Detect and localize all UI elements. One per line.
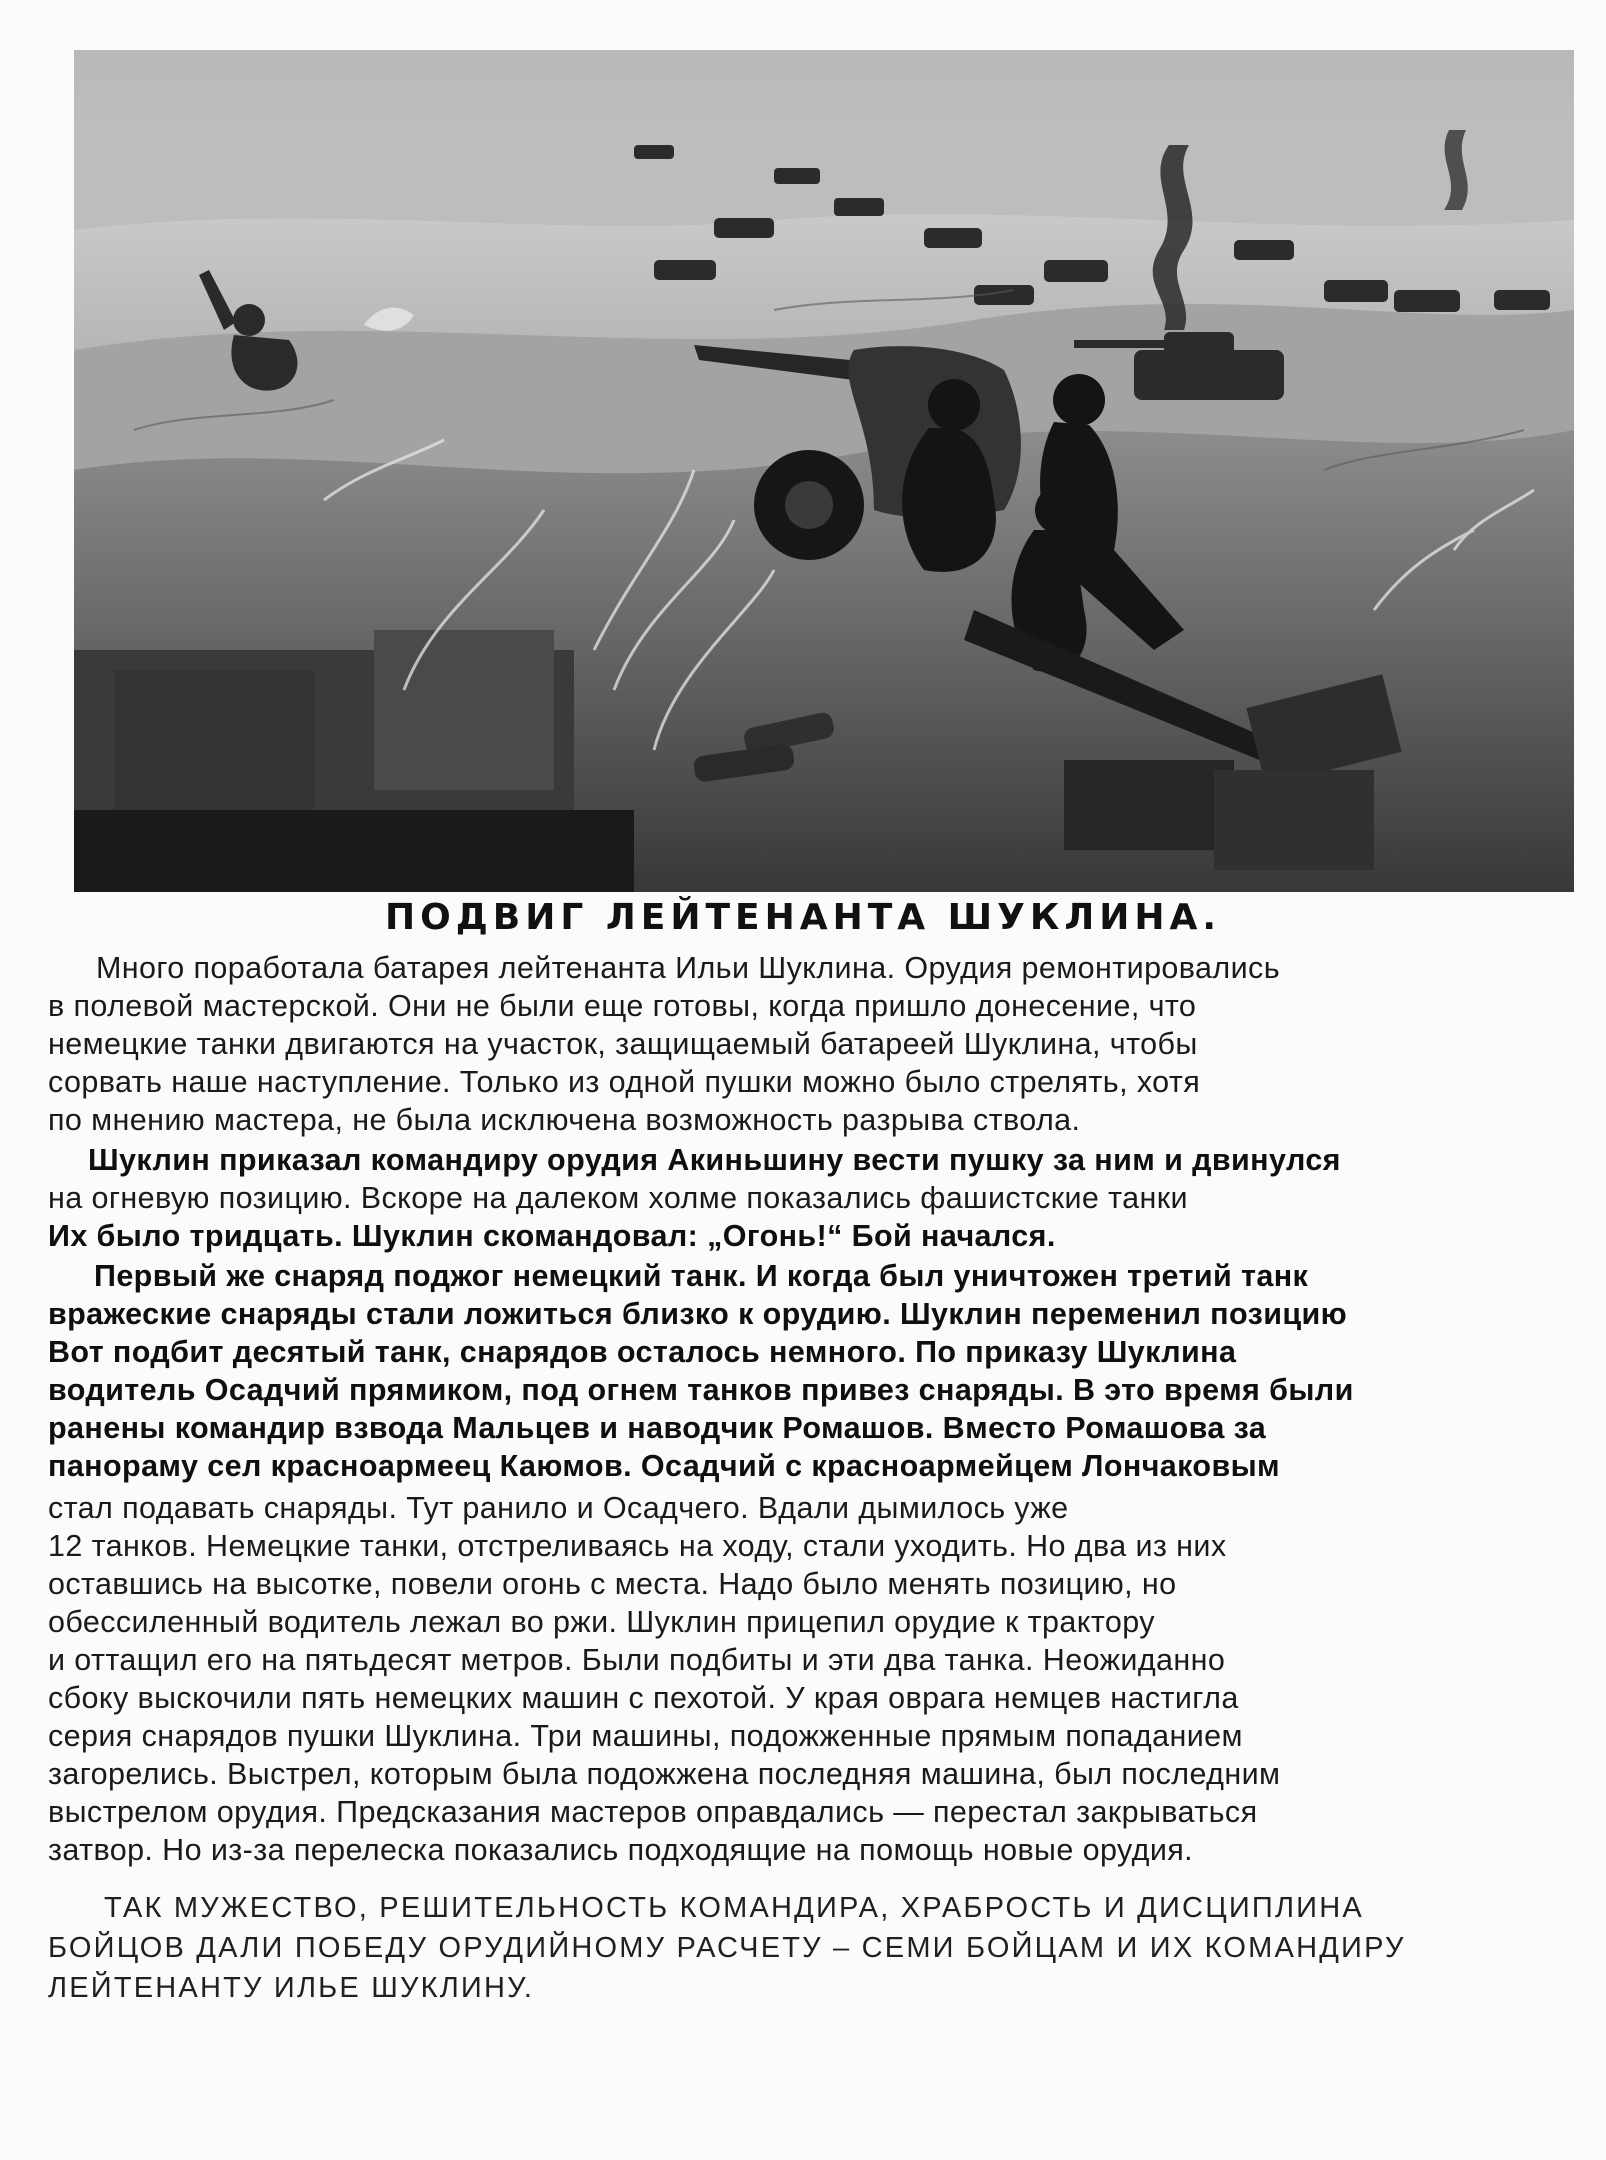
closing-line: БОЙЦОВ ДАЛИ ПОБЕДУ ОРУДИЙНОМУ РАСЧЕТУ – СЕМИ БОЙЦАМ И ИХ КОМАНДИРУ <box>48 1932 1406 1964</box>
article-line: Их было тридцать. Шуклин скомандовал: „Огонь!“ Бой начался. <box>48 1219 1056 1253</box>
article-line: Первый же снаряд поджог немецкий танк. И когда был уничтожен третий танк <box>94 1259 1309 1293</box>
article-line: Вот подбит десятый танк, снарядов осталось немного. По приказу Шуклина <box>48 1335 1237 1369</box>
article-line: в полевой мастерской. Они не были еще готовы, когда пришло донесение, что <box>48 989 1197 1023</box>
article-line: затвор. Но из-за перелеска показались подходящие на помощь новые орудия. <box>48 1833 1194 1867</box>
article-line: водитель Осадчий прямиком, под огнем танков привез снаряды. В это время были <box>48 1373 1354 1407</box>
article-line: и оттащил его на пятьдесят метров. Были подбиты и эти два танка. Неожиданно <box>48 1643 1226 1677</box>
article-line: оставшись на высотке, повели огонь с места. Надо было менять позицию, но <box>48 1567 1177 1601</box>
battle-illustration <box>74 50 1574 892</box>
article-line: по мнению мастера, не была исключена возможность разрыва ствола. <box>48 1103 1081 1137</box>
article-line: загорелись. Выстрел, которым была подожжена последняя машина, был последним <box>48 1757 1281 1791</box>
article-line: обессиленный водитель лежал во ржи. Шуклин прицепил орудие к трактору <box>48 1605 1155 1639</box>
article-line: выстрелом орудия. Предсказания мастеров оправдались — перестал закрываться <box>48 1795 1258 1829</box>
article-line: ранены командир взвода Мальцев и наводчик Ромашов. Вместо Ромашова за <box>48 1411 1267 1445</box>
article-line: вражеские снаряды стали ложиться близко к орудию. Шуклин переменил позицию <box>48 1297 1348 1331</box>
article-body <box>48 950 1606 2150</box>
article-line: сорвать наше наступление. Только из одной пушки можно было стрелять, хотя <box>48 1065 1201 1099</box>
closing-line: ТАК МУЖЕСТВО, РЕШИТЕЛЬНОСТЬ КОМАНДИРА, ХРАБРОСТЬ И ДИСЦИПЛИНА <box>104 1892 1364 1924</box>
article-line: немецкие танки двигаются на участок, защищаемый батареей Шуклина, чтобы <box>48 1027 1198 1061</box>
battle-painting-icon <box>74 50 1574 892</box>
article-line: 12 танков. Немецкие танки, отстреливаясь на ходу, стали уходить. Но два из них <box>48 1529 1227 1563</box>
article-line: стал подавать снаряды. Тут ранило и Осадчего. Вдали дымилось уже <box>48 1491 1069 1525</box>
article-line: сбоку выскочили пять немецких машин с пехотой. У края оврага немцев настигла <box>48 1681 1239 1715</box>
article-line: Много поработала батарея лейтенанта Ильи Шуклина. Орудия ремонтировались <box>96 951 1280 985</box>
article-line: Шуклин приказал командиру орудия Акиньшину вести пушку за ним и двинулся <box>88 1143 1341 1177</box>
article-line: на огневую позицию. Вскоре на далеком холме показались фашистские танки <box>48 1181 1188 1215</box>
article-line: панораму сел красноармеец Каюмов. Осадчий с красноармейцем Лончаковым <box>48 1449 1281 1483</box>
article-line: серия снарядов пушки Шуклина. Три машины, подожженные прямым попаданием <box>48 1719 1243 1753</box>
article-headline: ПОДВИГ ЛЕЙТЕНАНТА ШУКЛИНА. <box>384 897 1222 938</box>
closing-line: ЛЕЙТЕНАНТУ ИЛЬЕ ШУКЛИНУ. <box>48 1972 535 2004</box>
